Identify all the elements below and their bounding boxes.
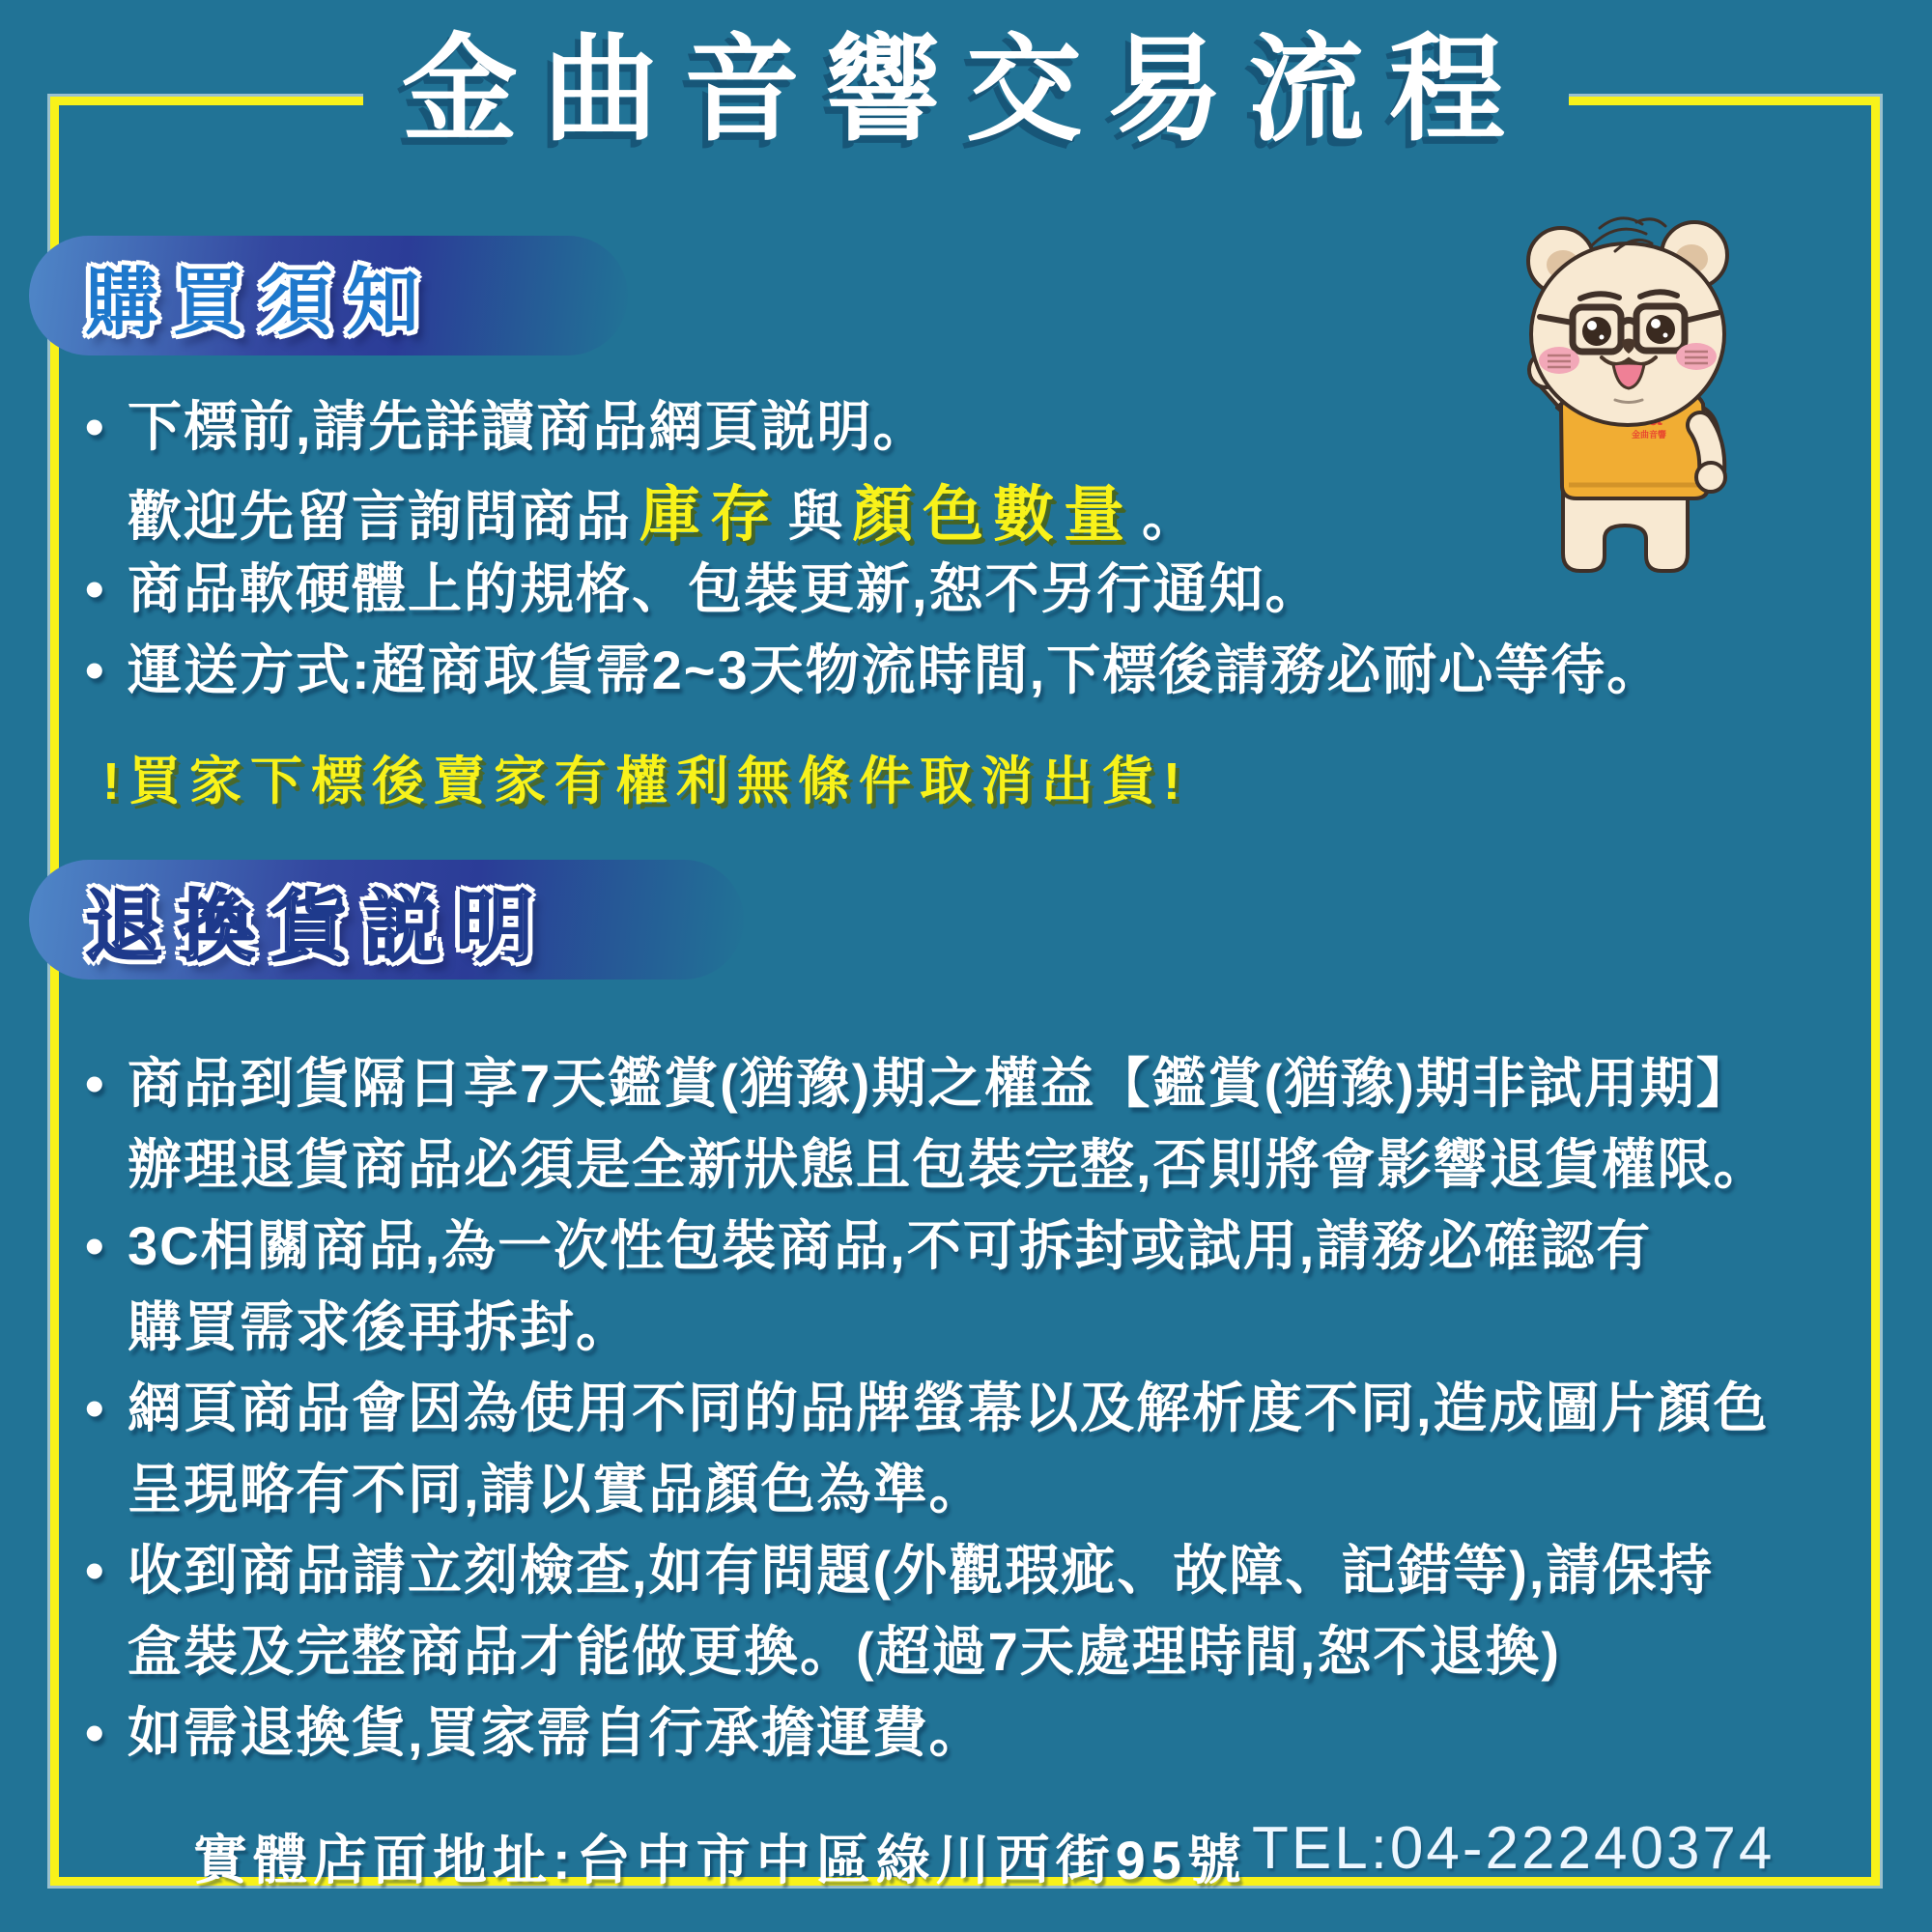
returns-bullet-3-line-1: • 網頁商品會因為使用不同的品牌螢幕以及解析度不同,造成圖片顏色 — [85, 1378, 1770, 1438]
returns-bullet-2-line-2: 購買需求後再拆封。 — [128, 1296, 632, 1357]
bear-head — [1531, 243, 1724, 425]
returns-bullet-2-line-1: • 3C相關商品,為一次性包裝商品,不可拆封或試用,請務必確認有 — [85, 1215, 1653, 1276]
purchase-notice-badge-label: 購買須知 — [85, 261, 433, 344]
bullet-dot: • — [85, 1702, 106, 1763]
bullet-dot: • — [85, 396, 106, 457]
bullet-dot: • — [85, 1053, 106, 1114]
bullet-dot: • — [85, 1378, 106, 1438]
bullet-dot: • — [85, 639, 106, 700]
returns-bullet-1-line-2: 辦理退貨商品必須是全新狀態且包裝完整,否則將會影響退貨權限。 — [128, 1134, 1770, 1195]
returns-bullet-1-line-1: • 商品到貨隔日享7天鑑賞(猶豫)期之權益【鑑賞(猶豫)期非試用期】 — [85, 1053, 1752, 1114]
bullet-dot: • — [85, 558, 106, 619]
highlight-stock: 庫存 — [639, 481, 781, 549]
returns-bullet-5: • 如需退換貨,買家需自行承擔運費。 — [85, 1702, 985, 1763]
returns-bullet-3-line-2: 呈現略有不同,請以實品顏色為準。 — [128, 1459, 985, 1520]
bullet-dot: • — [85, 1215, 106, 1276]
returns-badge — [29, 860, 744, 980]
purchase-bullet-3: • 運送方式:超商取貨需2~3天物流時間,下標後請務必耐心等待。 — [85, 639, 1663, 700]
purchase-bullet-2: • 商品軟硬體上的規格、包裝更新,恕不另行通知。 — [85, 558, 1321, 619]
page-title: 金曲音響交易流程 — [363, 17, 1569, 162]
bear-mascot-illustration — [1499, 201, 1789, 607]
highlight-color-qty: 顏色數量 — [852, 481, 1134, 549]
store-address: 實體店面地址:台中市中區綠川西街95號 — [193, 1830, 1247, 1890]
bear-hanging-arm — [1696, 425, 1725, 492]
svg-text:金曲音響: 金曲音響 — [1631, 430, 1667, 440]
returns-bullet-4-line-2: 盒裝及完整商品才能做更換。(超過7天處理時間,恕不退換) — [128, 1621, 1561, 1682]
returns-badge-label: 退換貨説明 — [85, 883, 549, 970]
purchase-bullet-1-line-2: 歡迎先留言詢問商品 庫存 與 顏色數量 。 — [128, 481, 1198, 549]
returns-bullet-4-line-1: • 收到商品請立刻檢查,如有問題(外觀瑕疵、故障、記錯等),請保持 — [85, 1540, 1715, 1601]
store-phone: TEL:04-22240374 — [1252, 1815, 1776, 1882]
bullet-dot: • — [85, 1540, 106, 1601]
purchase-bullet-1-line-1: • 下標前,請先詳讀商品網頁説明。 — [85, 396, 929, 457]
purchase-notice-badge — [29, 236, 628, 355]
cancel-shipment-warning: !買家下標後賣家有權利無條件取消出貨! — [102, 753, 1189, 810]
